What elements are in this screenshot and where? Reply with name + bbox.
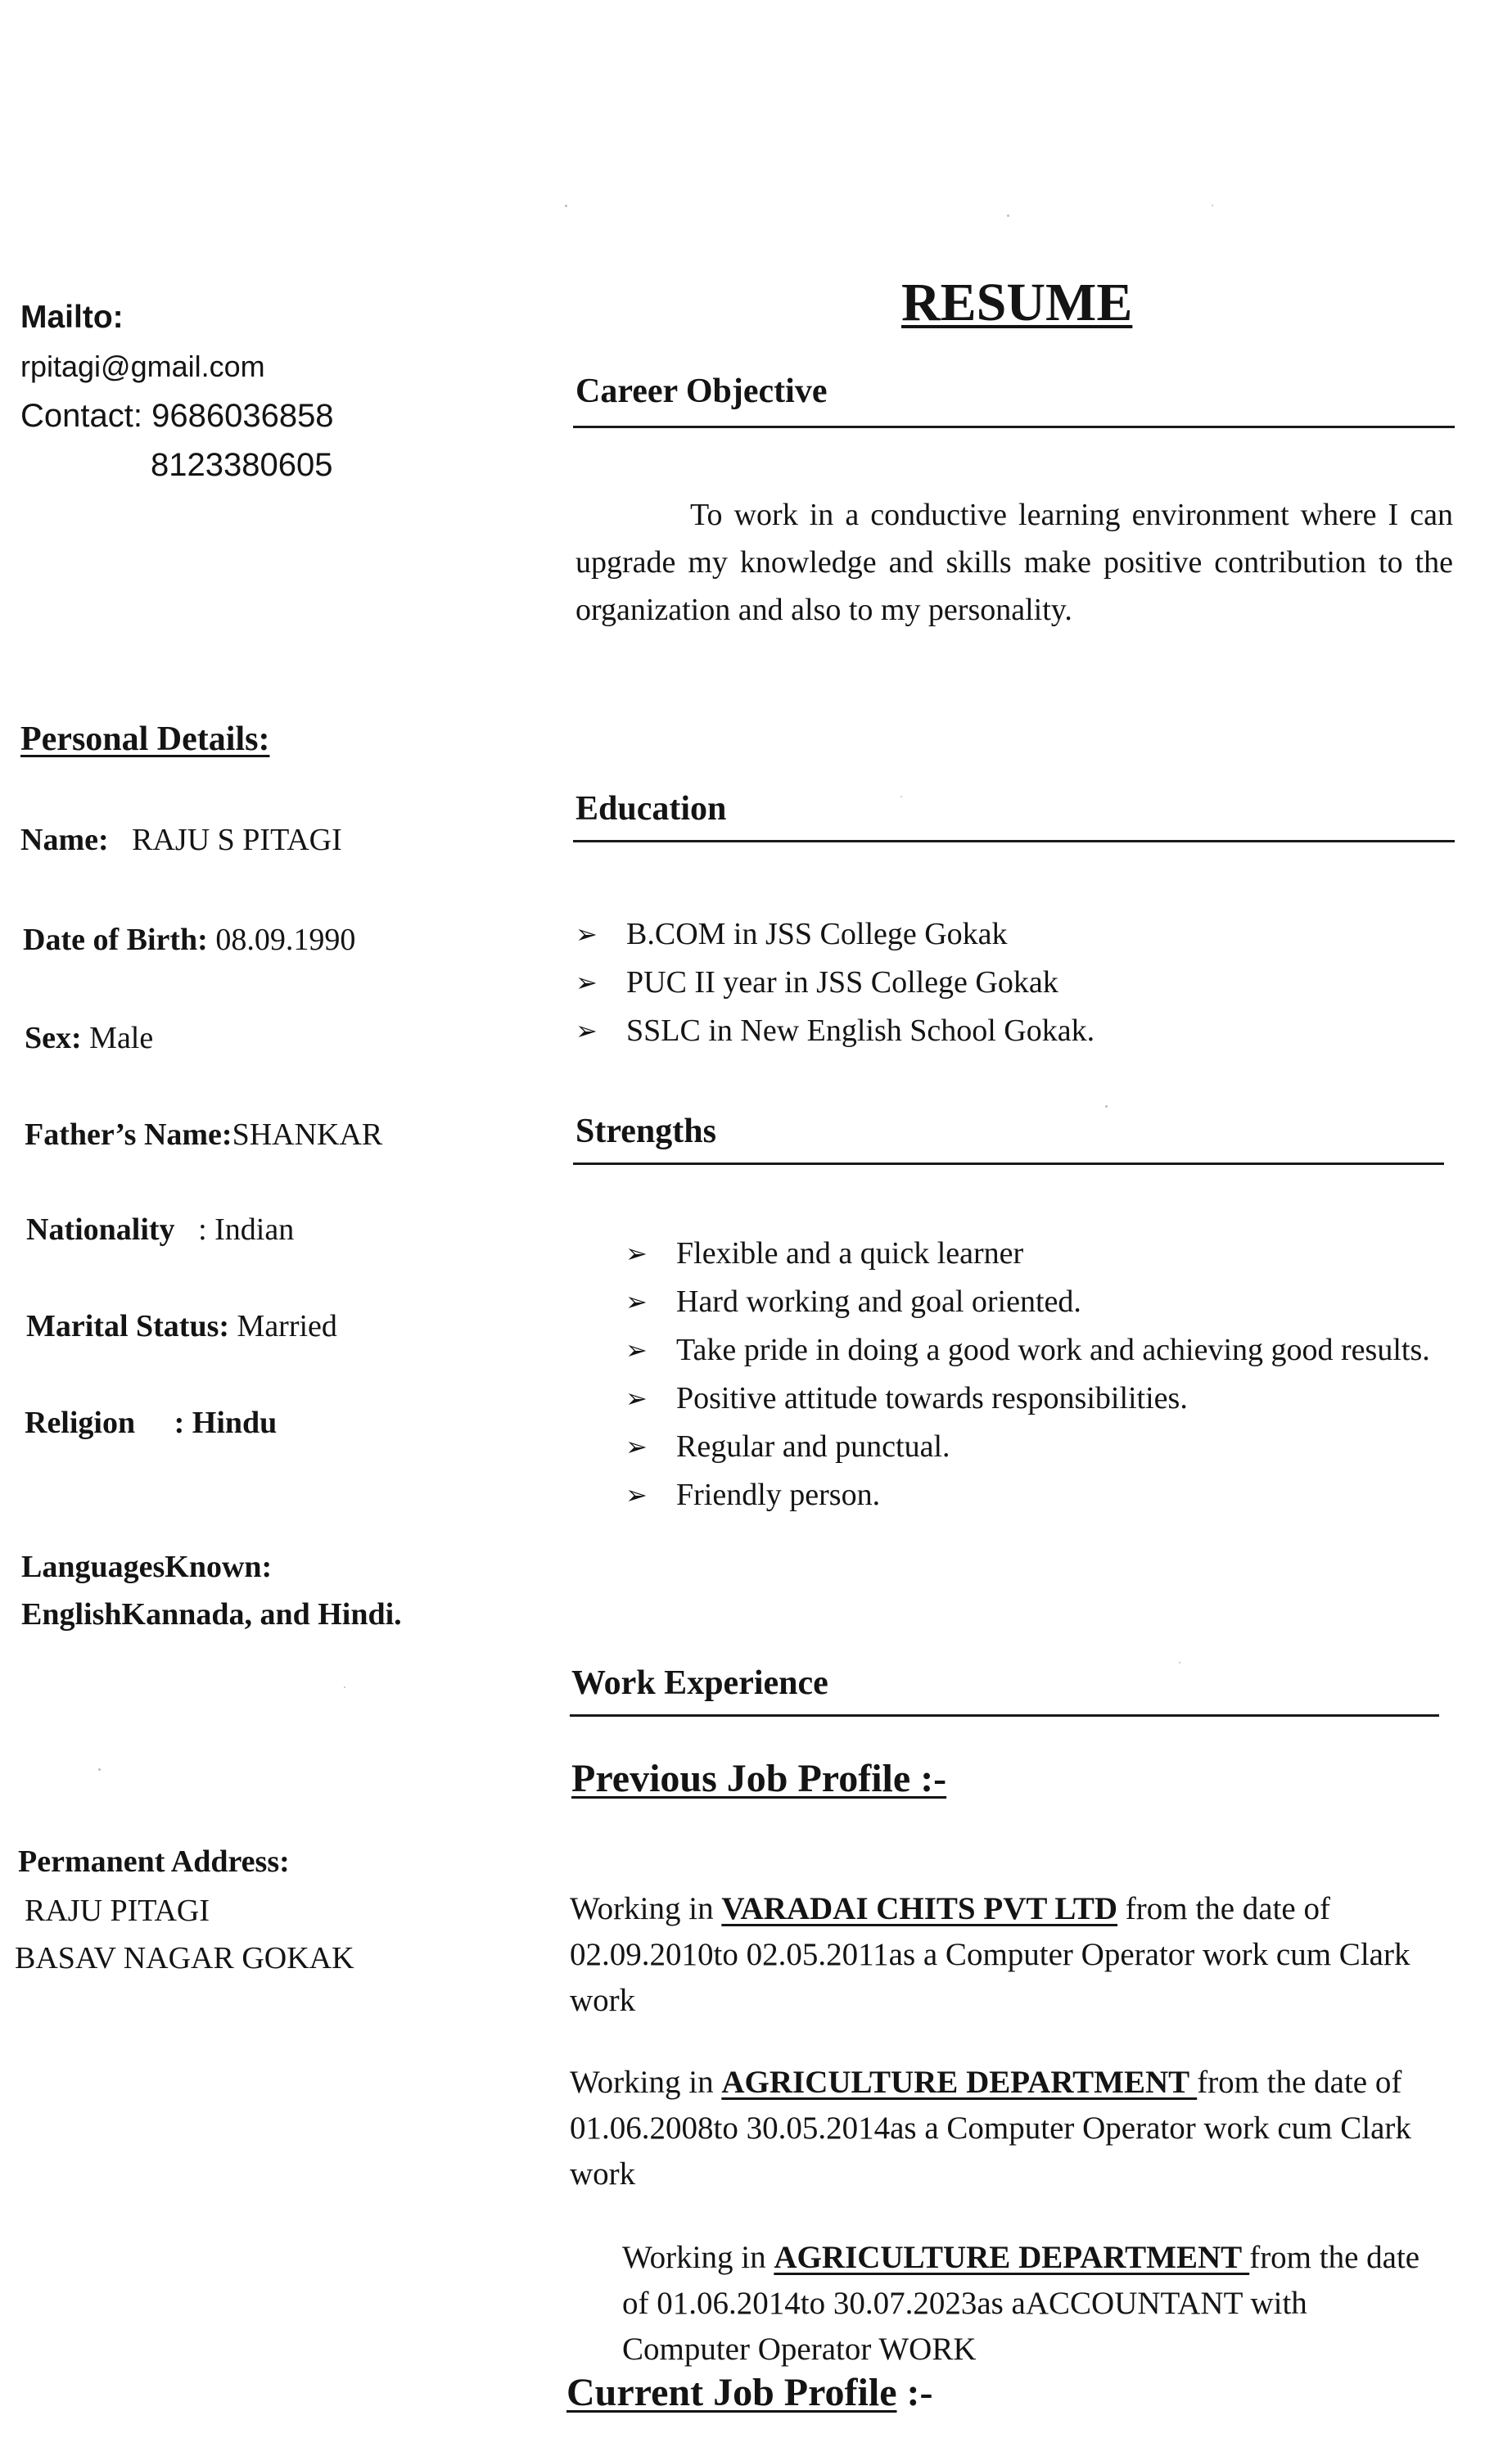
father-name-value: SHANKAR xyxy=(232,1117,383,1152)
dob-row xyxy=(23,915,355,964)
education-rule xyxy=(573,840,1455,842)
languages-label: LanguagesKnown: xyxy=(21,1550,273,1584)
sex-row xyxy=(25,1014,153,1063)
name-row xyxy=(20,815,342,865)
dob-value: 08.09.1990 xyxy=(215,923,356,957)
nationality-label: Nationality xyxy=(26,1212,175,1247)
scan-speck xyxy=(1179,1662,1180,1664)
job-company: VARADAI CHITS PVT LTD xyxy=(721,1891,1118,1926)
name-value: RAJU S PITAGI xyxy=(132,823,342,857)
sex-value: Male xyxy=(89,1021,154,1055)
education-item-text: SSLC in New English School Gokak. xyxy=(626,1014,1095,1048)
strengths-rule xyxy=(573,1163,1444,1165)
arrow-bullet-icon: ➢ xyxy=(625,1286,648,1317)
address-line-1: RAJU PITAGI xyxy=(25,1894,210,1928)
marital-status-label: Marital Status: xyxy=(26,1309,230,1343)
phone-primary: 9686036858 xyxy=(151,398,334,434)
email-text[interactable]: rpitagi@gmail.com xyxy=(20,350,265,383)
strength-item-text: Flexible and a quick learner xyxy=(676,1236,1024,1271)
career-objective-text: To work in a conductive learning environment where I can upgrade my knowledge and skills make positive contribution to the organization and also to my personality. xyxy=(575,498,1453,627)
religion-label: Religion xyxy=(25,1406,136,1440)
career-objective-rule xyxy=(573,426,1455,428)
strength-item-text: Take pride in doing a good work and achieving good results. xyxy=(676,1333,1430,1367)
resume-title: RESUME xyxy=(901,273,1133,332)
scan-speck xyxy=(900,796,902,797)
strength-item-text: Hard working and goal oriented. xyxy=(676,1284,1081,1319)
job-details: from the date of 01.06.2014to 30.07.2023as aACCOUNTANT with Computer Operator WORK xyxy=(622,2240,1420,2367)
strength-item xyxy=(625,1375,1444,1423)
father-name-row xyxy=(25,1110,382,1159)
education-heading: Education xyxy=(575,790,727,828)
strength-item xyxy=(625,1423,1444,1471)
job-entry xyxy=(570,1886,1421,2024)
name-label: Name: xyxy=(20,823,109,857)
job-details: from the date of 01.06.2008to 30.05.2014as a Computer Operator work cum Clark work xyxy=(570,2065,1411,2192)
arrow-bullet-icon: ➢ xyxy=(575,1015,598,1046)
mailto-label: Mailto: xyxy=(20,300,124,335)
current-job-profile-suffix: :- xyxy=(896,2371,933,2414)
career-objective-heading: Career Objective xyxy=(575,372,828,410)
languages-value: EnglishKannada, and Hindi. xyxy=(21,1597,402,1632)
religion-value: : Hindu xyxy=(174,1406,278,1440)
arrow-bullet-icon: ➢ xyxy=(625,1479,648,1510)
education-item-text: PUC II year in JSS College Gokak xyxy=(626,965,1058,1000)
job-prefix: Working in xyxy=(622,2240,774,2275)
strength-item-text: Friendly person. xyxy=(676,1478,881,1512)
address-line-2: BASAV NAGAR GOKAK xyxy=(15,1941,354,1975)
arrow-bullet-icon: ➢ xyxy=(625,1431,648,1462)
arrow-bullet-icon: ➢ xyxy=(575,967,598,998)
strength-item-text: Positive attitude towards responsibilities. xyxy=(676,1381,1188,1415)
arrow-bullet-icon: ➢ xyxy=(625,1334,648,1366)
strength-item-text: Regular and punctual. xyxy=(676,1429,950,1464)
scan-speck xyxy=(1007,214,1009,217)
strength-item xyxy=(625,1278,1444,1326)
nationality-row xyxy=(26,1205,294,1254)
sex-label: Sex: xyxy=(25,1021,82,1055)
work-experience-rule xyxy=(570,1714,1439,1717)
scan-speck xyxy=(344,1686,345,1688)
scan-speck xyxy=(98,1768,101,1771)
job-prefix: Working in xyxy=(570,2065,722,2100)
strengths-list xyxy=(625,1230,1444,1519)
job-prefix: Working in xyxy=(570,1891,722,1926)
job-company: AGRICULTURE DEPARTMENT xyxy=(721,2065,1198,2100)
education-item xyxy=(575,910,1451,959)
nationality-value: : Indian xyxy=(198,1212,295,1247)
personal-details-heading: Personal Details: xyxy=(20,720,270,758)
dob-label: Date of Birth: xyxy=(23,923,208,957)
strength-item xyxy=(625,1230,1444,1278)
phone-secondary: 8123380605 xyxy=(151,447,333,483)
job-details: from the date of 02.09.2010to 02.05.2011as a Computer Operator work cum Clark work xyxy=(570,1891,1410,2018)
marital-status-row xyxy=(26,1302,337,1351)
arrow-bullet-icon: ➢ xyxy=(625,1238,648,1269)
work-experience-heading: Work Experience xyxy=(571,1664,828,1702)
religion-row xyxy=(25,1398,277,1447)
strength-item xyxy=(625,1326,1444,1375)
previous-job-profile-heading: Previous Job Profile :- xyxy=(571,1757,947,1800)
job-entry xyxy=(570,2060,1421,2197)
father-name-label: Father’s Name: xyxy=(25,1117,232,1152)
contact-line xyxy=(20,391,334,440)
current-job-profile-label: Current Job Profile xyxy=(566,2371,897,2414)
education-item-text: B.COM in JSS College Gokak xyxy=(626,917,1008,951)
strengths-heading: Strengths xyxy=(575,1113,716,1150)
scan-speck xyxy=(565,205,567,207)
education-item xyxy=(575,1007,1451,1055)
contact-label: Contact: xyxy=(20,398,142,434)
arrow-bullet-icon: ➢ xyxy=(625,1383,648,1414)
arrow-bullet-icon: ➢ xyxy=(575,919,598,950)
scan-speck xyxy=(1105,1105,1108,1108)
education-list xyxy=(575,910,1451,1055)
scan-speck xyxy=(1212,205,1213,206)
permanent-address-heading: Permanent Address: xyxy=(18,1844,290,1879)
job-entry xyxy=(622,2235,1441,2372)
current-job-profile-heading xyxy=(566,2366,932,2420)
strength-item xyxy=(625,1471,1444,1519)
marital-status-value: Married xyxy=(237,1309,337,1343)
education-item xyxy=(575,959,1451,1007)
job-company: AGRICULTURE DEPARTMENT xyxy=(774,2240,1250,2275)
